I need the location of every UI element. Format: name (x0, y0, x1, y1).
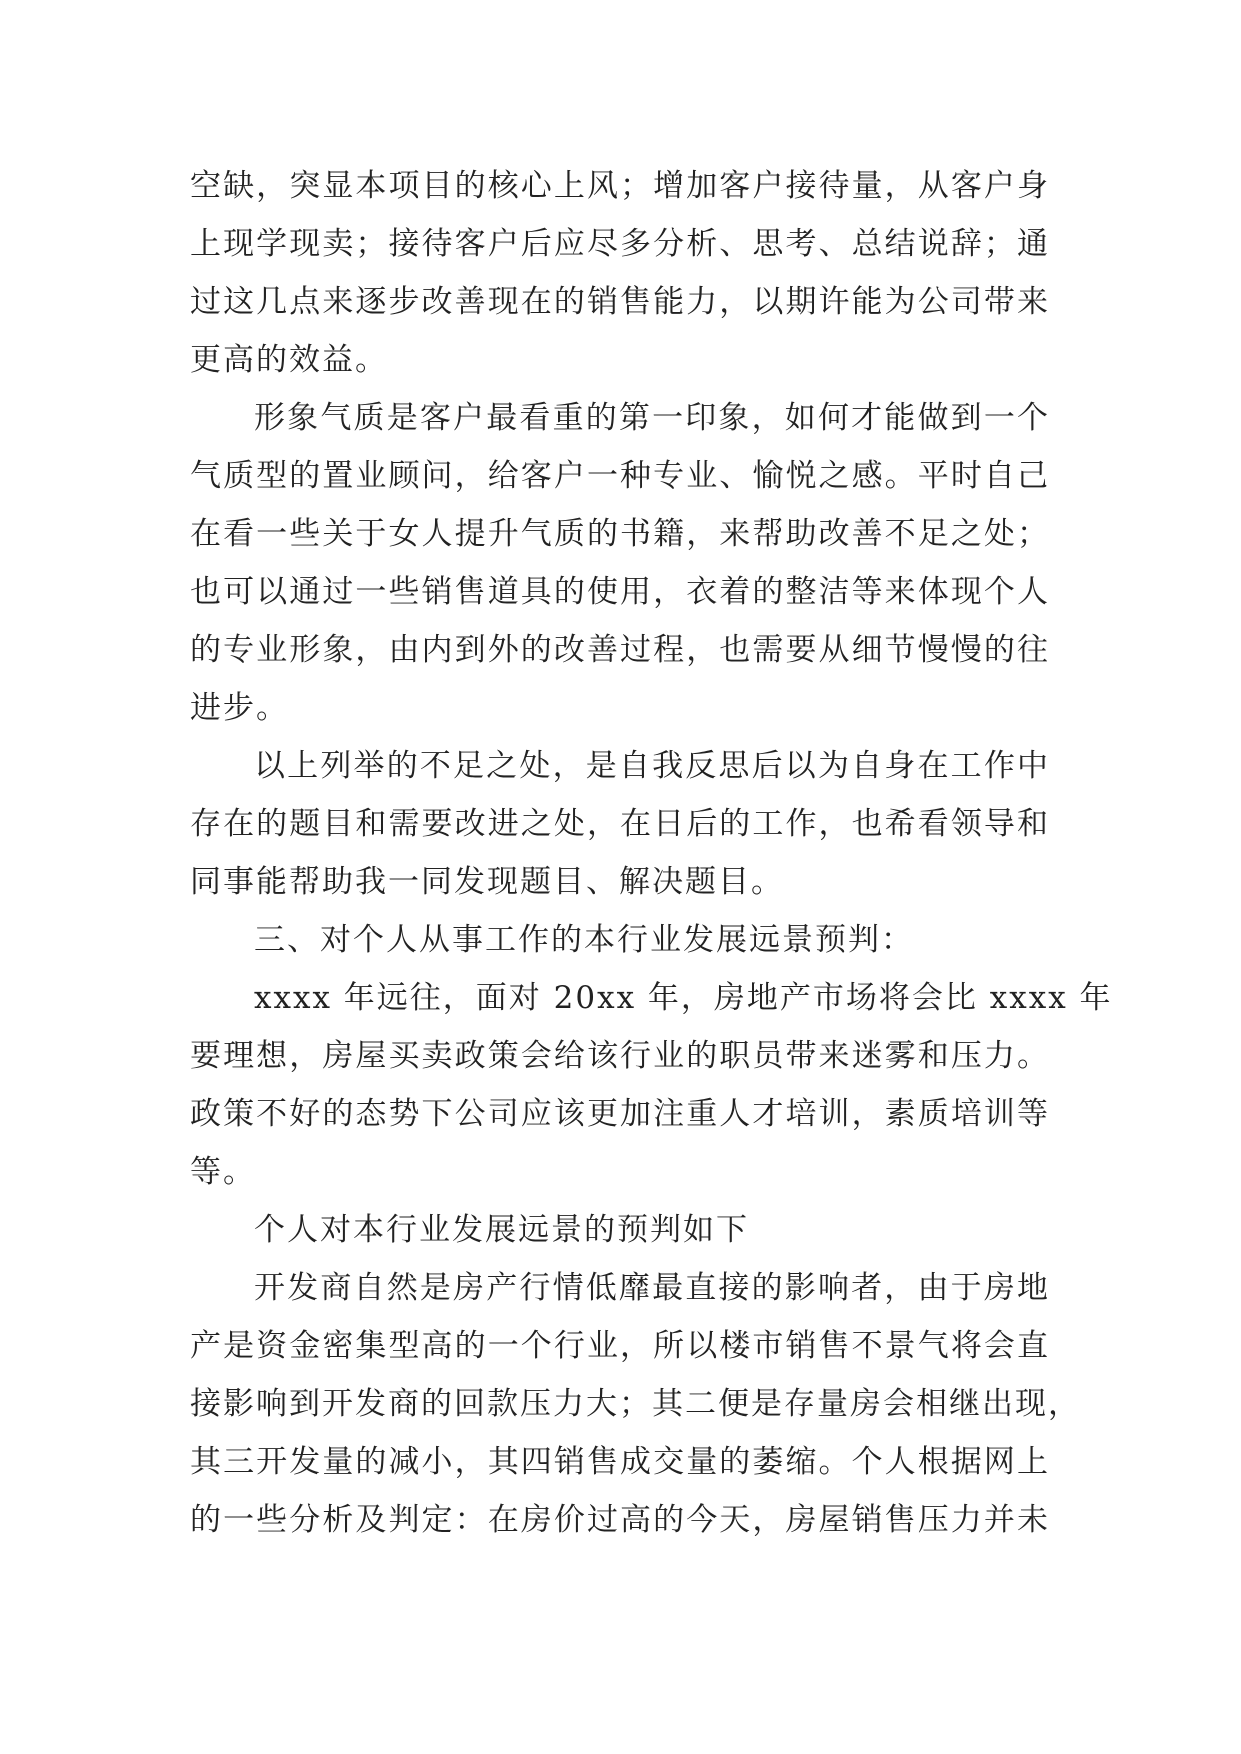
text-line: 要理想，房屋买卖政策会给该行业的职员带来迷雾和压力。 (190, 1038, 1050, 1074)
text-line: 三、对个人从事工作的本行业发展远景预判： (254, 922, 914, 958)
text-line: 气质型的置业顾问，给客户一种专业、愉悦之感。平时自己 (190, 458, 1050, 494)
text-line: 同事能帮助我一同发现题目、解决题目。 (190, 864, 784, 900)
text-line: 产是资金密集型高的一个行业，所以楼市销售不景气将会直 (190, 1328, 1050, 1364)
text-line: 的一些分析及判定：在房价过高的今天，房屋销售压力并未 (190, 1502, 1050, 1538)
text-line: 其三开发量的减小，其四销售成交量的萎缩。个人根据网上 (190, 1444, 1050, 1480)
text-line: 过这几点来逐步改善现在的销售能力，以期许能为公司带来 (190, 284, 1050, 320)
text-line: 进步。 (190, 690, 289, 726)
text-line: 个人对本行业发展远景的预判如下 (254, 1212, 749, 1248)
text-line: 接影响到开发商的回款压力大；其二便是存量房会相继出现， (190, 1386, 1081, 1422)
text-line: 在看一些关于女人提升气质的书籍，来帮助改善不足之处； (190, 516, 1050, 552)
text-line: 以上列举的不足之处，是自我反思后以为自身在工作中 (254, 748, 1050, 784)
text-line: 政策不好的态势下公司应该更加注重人才培训，素质培训等 (190, 1096, 1050, 1132)
text-line: 也可以通过一些销售道具的使用，衣着的整洁等来体现个人 (190, 574, 1050, 610)
text-line: 等。 (190, 1154, 256, 1190)
text-line: 更高的效益。 (190, 342, 388, 378)
text-line: xxxx 年远往，面对 20xx 年，房地产市场将会比 xxxx 年 (254, 980, 1113, 1016)
text-line: 上现学现卖；接待客户后应尽多分析、思考、总结说辞；通 (190, 226, 1050, 262)
text-line: 形象气质是客户最看重的第一印象，如何才能做到一个 (254, 400, 1050, 436)
text-line: 的专业形象，由内到外的改善过程，也需要从细节慢慢的往 (190, 632, 1050, 668)
text-line: 存在的题目和需要改进之处，在日后的工作，也希看领导和 (190, 806, 1050, 842)
document-body (190, 157, 1113, 1549)
text-line: 开发商自然是房产行情低靡最直接的影响者，由于房地 (254, 1270, 1050, 1306)
text-line: 空缺，突显本项目的核心上风；增加客户接待量，从客户身 (190, 168, 1050, 204)
